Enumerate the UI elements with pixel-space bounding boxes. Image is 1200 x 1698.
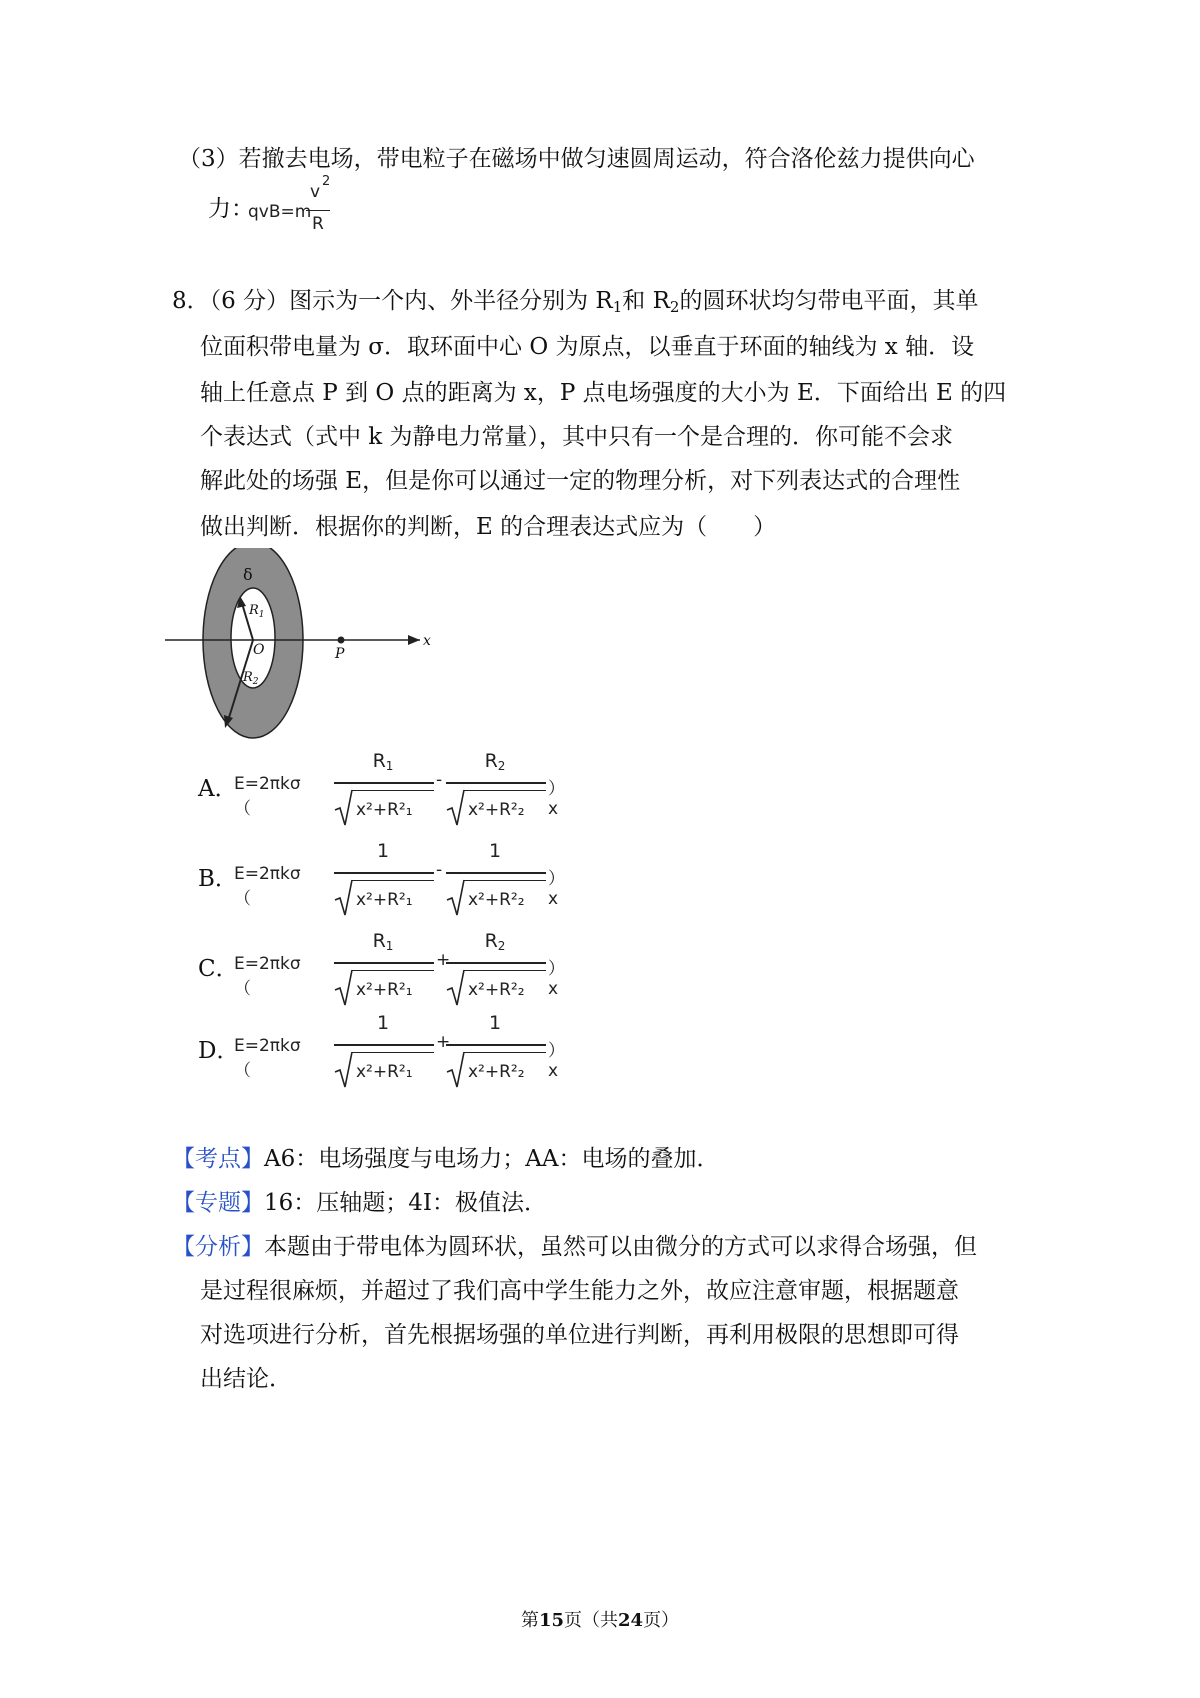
sqrt-1-bar: [352, 880, 434, 881]
question-line-5: 解此处的场强 E，但是你可以通过一定的物理分析，对下列表达式的合理性: [200, 468, 961, 494]
formula-numerator-exp: 2: [322, 174, 331, 189]
fraction-2-bar: [446, 962, 546, 964]
option-prefix: E=2πkσ（: [234, 864, 301, 909]
r2-subscript: 2: [669, 298, 680, 316]
fenxi-line-4: 出结论．: [200, 1366, 292, 1392]
kaodian-text: A6：电场强度与电场力；AA：电场的叠加．: [264, 1146, 720, 1172]
fenxi-line-1: [172, 1236, 977, 1259]
operator: +: [436, 1032, 451, 1052]
question-number: [172, 290, 978, 315]
fraction-1-numerator: 1: [376, 1012, 390, 1034]
option-suffix: ）x: [548, 959, 565, 999]
footer-suffix: 页）: [643, 1610, 680, 1631]
option-letter: A．: [198, 776, 238, 802]
part3-line1: （3）若撤去电场，带电粒子在磁场中做匀速圆周运动，符合洛伦兹力提供向心: [178, 146, 975, 172]
question-line-1b: 和 R: [622, 288, 670, 314]
ring-figure: [165, 548, 445, 748]
part3-line2-prefix: 力：: [208, 196, 254, 222]
fraction-1-numerator: R1: [372, 750, 394, 773]
question-score: （6 分）: [209, 288, 290, 314]
fraction-2-numerator: 1: [488, 840, 502, 862]
fraction-2-bar: [446, 872, 546, 874]
fraction-2-numerator: 1: [488, 1012, 502, 1034]
zhuanti-text: 16：压轴题；4I：极值法．: [264, 1190, 547, 1216]
radicand-2: x²+R²₂: [468, 1062, 525, 1082]
formula-left: qvB=m: [248, 202, 312, 222]
question-line-2: 位面积带电量为 σ．取环面中心 O 为原点，以垂直于环面的轴线为 x 轴．设: [200, 334, 975, 360]
sqrt-2-bar: [464, 970, 546, 971]
sqrt-2-bar: [464, 790, 546, 791]
radicand-2: x²+R²₂: [468, 980, 525, 1000]
sqrt-2-icon: [446, 968, 466, 1008]
option-letter: D．: [198, 1038, 240, 1064]
question-line-1a: 图示为一个内、外半径分别为 R: [289, 288, 613, 314]
sqrt-2-icon: [446, 878, 466, 918]
option-letter: C．: [198, 956, 239, 982]
kaodian-tag: 【考点】: [172, 1146, 264, 1172]
fraction-1-numerator: R1: [372, 930, 394, 953]
fraction-2-numerator: R2: [484, 930, 506, 953]
fraction-1-bar: [334, 962, 434, 964]
option-prefix: E=2πkσ（: [234, 774, 301, 819]
sqrt-1-icon: [334, 1050, 354, 1090]
question-line-4: 个表达式（式中 k 为静电力常量），其中只有一个是合理的．你可能不会求: [200, 424, 954, 450]
operator: -: [436, 770, 443, 790]
option-letter: B．: [198, 866, 238, 892]
sqrt-1-bar: [352, 790, 434, 791]
origin-label: O: [253, 642, 265, 658]
zhuanti: [172, 1192, 547, 1215]
fraction-2-numerator: R2: [484, 750, 506, 773]
radicand-1: x²+R²₁: [356, 890, 413, 910]
lorentz-formula: [248, 174, 338, 238]
fraction-1-numerator: 1: [376, 840, 390, 862]
operator: -: [436, 860, 443, 880]
footer-prefix: 第: [520, 1610, 539, 1631]
option-suffix: ）x: [548, 779, 565, 819]
sqrt-1-icon: [334, 968, 354, 1008]
question-line-1c: 的圆环状均匀带电平面，其单: [679, 288, 979, 314]
sqrt-1-icon: [334, 878, 354, 918]
option-suffix: ）x: [548, 869, 565, 909]
sqrt-2-bar: [464, 1052, 546, 1053]
kaodian: [172, 1148, 719, 1171]
footer-page: 15: [538, 1610, 564, 1631]
radicand-1: x²+R²₁: [356, 1062, 413, 1082]
formula-denominator: R: [312, 214, 324, 234]
sqrt-2-bar: [464, 880, 546, 881]
sqrt-1-icon: [334, 788, 354, 828]
radicand-1: x²+R²₁: [356, 980, 413, 1000]
x-label: x: [423, 633, 431, 649]
r1-subscript: 1: [612, 298, 623, 316]
fraction-2-bar: [446, 782, 546, 784]
fenxi-tag: 【分析】: [172, 1234, 264, 1260]
question-number-text: 8．: [172, 288, 210, 314]
r2-label: $R_2$: [243, 670, 259, 687]
page-footer: [0, 1606, 1200, 1632]
p-label: P: [335, 646, 345, 662]
sqrt-1-bar: [352, 1052, 434, 1053]
radicand-2: x²+R²₂: [468, 890, 525, 910]
radicand-1: x²+R²₁: [356, 800, 413, 820]
option-prefix: E=2πkσ（: [234, 954, 301, 999]
zhuanti-tag: 【专题】: [172, 1190, 264, 1216]
point-p: [338, 637, 345, 644]
fraction-2-bar: [446, 1044, 546, 1046]
option-prefix: E=2πkσ（: [234, 1036, 301, 1081]
fraction-1-bar: [334, 872, 434, 874]
r1-label: $R_1$: [249, 603, 265, 620]
formula-fraction-bar: [306, 210, 330, 211]
question-line-3: 轴上任意点 P 到 O 点的距离为 x，P 点电场强度的大小为 E．下面给出 E 的四: [200, 380, 1007, 406]
x-axis-arrow: [408, 635, 420, 645]
footer-total: 24: [618, 1610, 644, 1631]
sqrt-1-bar: [352, 970, 434, 971]
sigma-label: δ: [243, 565, 253, 584]
sqrt-2-icon: [446, 1050, 466, 1090]
fenxi-line-3: 对选项进行分析，首先根据场强的单位进行判断，再利用极限的思想即可得: [200, 1322, 959, 1348]
formula-numerator: v: [310, 182, 321, 202]
question-line-6: 做出判断．根据你的判断，E 的合理表达式应为（ ）: [200, 514, 777, 540]
operator: +: [436, 950, 451, 970]
fraction-1-bar: [334, 782, 434, 784]
fenxi-text-1: 本题由于带电体为圆环状，虽然可以由微分的方式可以求得合场强，但: [264, 1234, 977, 1260]
fraction-1-bar: [334, 1044, 434, 1046]
option-suffix: ）x: [548, 1041, 565, 1081]
sqrt-2-icon: [446, 788, 466, 828]
fenxi-line-2: 是过程很麻烦，并超过了我们高中学生能力之外，故应注意审题，根据题意: [200, 1278, 959, 1304]
radicand-2: x²+R²₂: [468, 800, 525, 820]
footer-mid: 页（共: [564, 1610, 618, 1631]
